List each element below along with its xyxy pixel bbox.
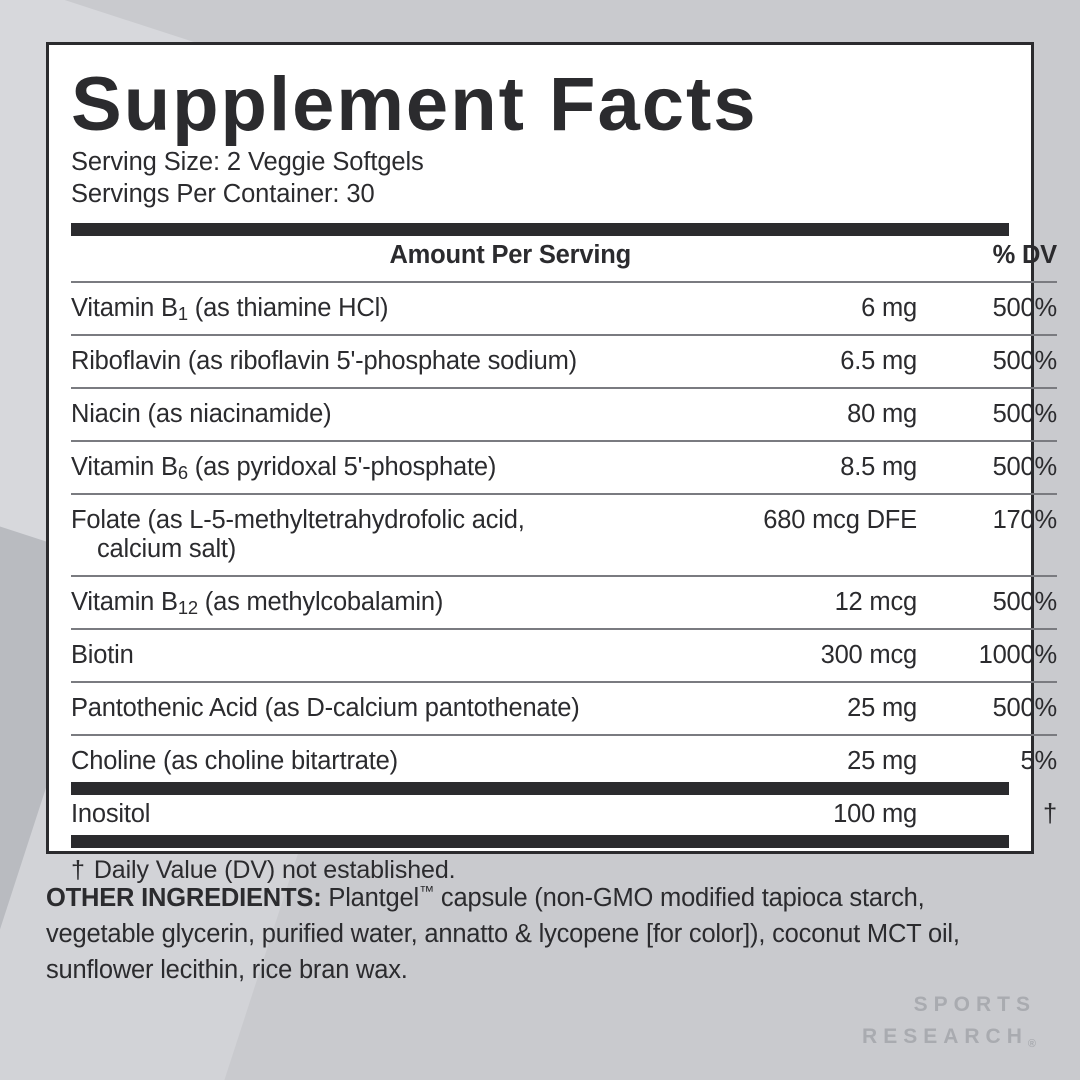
row-divider — [71, 276, 1057, 289]
row-divider-cell — [71, 435, 1057, 448]
row-divider-cell — [71, 329, 1057, 342]
row-divider-line — [71, 281, 1057, 283]
nutrient-name: Riboflavin (as riboflavin 5'-phosphate sodium) — [71, 346, 577, 375]
nutrient-name: Pantothenic Acid (as D-calcium pantothenate) — [71, 693, 580, 722]
row-divider-cell — [71, 570, 1057, 583]
nutrition-table-secondary — [71, 795, 1057, 835]
footnote-symbol: † — [71, 855, 85, 884]
nutrient-daily-value: 500% — [992, 587, 1057, 616]
footnote-text: Daily Value (DV) not established. — [93, 855, 456, 884]
other-ingredients-part1: Plantgel — [321, 884, 419, 912]
nutrient-name: Vitamin $B_6$ (as pyridoxal 5'-phosphate) — [71, 452, 497, 483]
nutrient-daily-value: 500% — [992, 693, 1057, 722]
brand-line-1: SPORTS — [913, 993, 1036, 1016]
row-divider-line — [71, 440, 1057, 442]
row-divider — [71, 623, 1057, 636]
table-row — [71, 501, 1057, 570]
row-divider — [71, 570, 1057, 583]
nutrient-name: Folate (as L-5-methyltetrahydrofolic acid, calcium salt) — [71, 505, 525, 563]
row-divider — [71, 676, 1057, 689]
row-divider-line — [71, 387, 1057, 389]
table-row — [71, 289, 1057, 329]
nutrient-daily-value: 500% — [992, 399, 1057, 428]
row-divider-line — [71, 334, 1057, 336]
nutrient-daily-value: 500% — [992, 346, 1057, 375]
row-divider-line — [71, 575, 1057, 577]
nutrient-daily-value: † — [1043, 799, 1057, 828]
nutrient-daily-value: 170% — [992, 505, 1057, 534]
nutrient-amount: 25 mg — [847, 693, 917, 722]
nutrient-daily-value: 5% — [1020, 746, 1057, 775]
page-title: Supplement Facts — [71, 62, 758, 147]
header-dv-col: % DV — [992, 240, 1057, 269]
row-divider — [71, 488, 1057, 501]
divider-thick-mid — [71, 782, 1009, 795]
row-divider-cell — [71, 729, 1057, 742]
nutrient-amount: 8.5 mg — [840, 452, 917, 481]
row-divider-cell — [71, 488, 1057, 501]
table-row — [71, 742, 1057, 782]
other-ingredients-part2: capsule (non-GMO modified tapioca starch, vegetable glycerin, purified water, annatto & lycopene [for color]), coconut MCT oil, sunflower lecithin, rice bran wax. — [46, 884, 960, 985]
header-amount-col — [631, 236, 931, 276]
divider-thick-bottom — [71, 835, 1009, 848]
nutrient-daily-value: 1000% — [978, 640, 1057, 669]
nutrient-amount: 300 mcg — [820, 640, 917, 669]
table-row — [71, 395, 1057, 435]
nutrient-amount: 6 mg — [861, 293, 917, 322]
header-name-col: Amount Per Serving — [389, 240, 631, 269]
nutrient-daily-value: 500% — [992, 293, 1057, 322]
nutrient-amount: 25 mg — [847, 746, 917, 775]
row-divider — [71, 329, 1057, 342]
nutrition-table — [71, 236, 1057, 782]
nutrient-name: Niacin (as niacinamide) — [71, 399, 332, 428]
brand-line-2 — [862, 1021, 1036, 1053]
table-row — [71, 448, 1057, 488]
row-divider-cell — [71, 676, 1057, 689]
table-row — [71, 583, 1057, 623]
table-row — [71, 636, 1057, 676]
supplement-facts-panel — [46, 42, 1057, 884]
nutrient-name: Biotin — [71, 640, 134, 669]
nutrient-amount: 680 mcg DFE — [763, 505, 917, 534]
nutrient-amount: 100 mg — [833, 799, 917, 828]
nutrient-amount: 12 mcg — [834, 587, 917, 616]
row-divider-line — [71, 628, 1057, 630]
row-divider-cell — [71, 276, 1057, 289]
brand-logo — [862, 989, 1036, 1052]
table-row — [71, 689, 1057, 729]
trademark-symbol: ™ — [418, 883, 435, 901]
row-divider — [71, 729, 1057, 742]
row-divider — [71, 382, 1057, 395]
row-divider-cell — [71, 623, 1057, 636]
serving-size: Serving Size: 2 Veggie Softgels — [71, 148, 424, 176]
row-divider-line — [71, 681, 1057, 683]
nutrient-name: Choline (as choline bitartrate) — [71, 746, 398, 775]
servings-per-container: Servings Per Container: 30 — [71, 179, 375, 208]
nutrient-daily-value: 500% — [992, 452, 1057, 481]
row-divider — [71, 435, 1057, 448]
nutrient-amount: 80 mg — [847, 399, 917, 428]
nutrient-name: Vitamin $B_1$ (as thiamine HCl) — [71, 293, 389, 324]
other-ingredients — [46, 880, 1006, 989]
row-divider-cell — [71, 382, 1057, 395]
table-row — [71, 342, 1057, 382]
table-row — [71, 795, 1057, 835]
brand-line-2-text: RESEARCH — [862, 1024, 1028, 1048]
nutrient-amount: 6.5 mg — [840, 346, 917, 375]
divider-thick-top — [71, 223, 1009, 236]
other-ingredients-label: OTHER INGREDIENTS: — [46, 884, 322, 912]
registered-mark: ® — [1027, 1037, 1036, 1050]
nutrient-name: Inositol — [71, 799, 151, 828]
row-divider-line — [71, 734, 1057, 736]
nutrient-name: Vitamin $B_{12}$ (as methylcobalamin) — [71, 587, 444, 618]
table-header-row — [71, 236, 1057, 276]
row-divider-line — [71, 493, 1057, 495]
